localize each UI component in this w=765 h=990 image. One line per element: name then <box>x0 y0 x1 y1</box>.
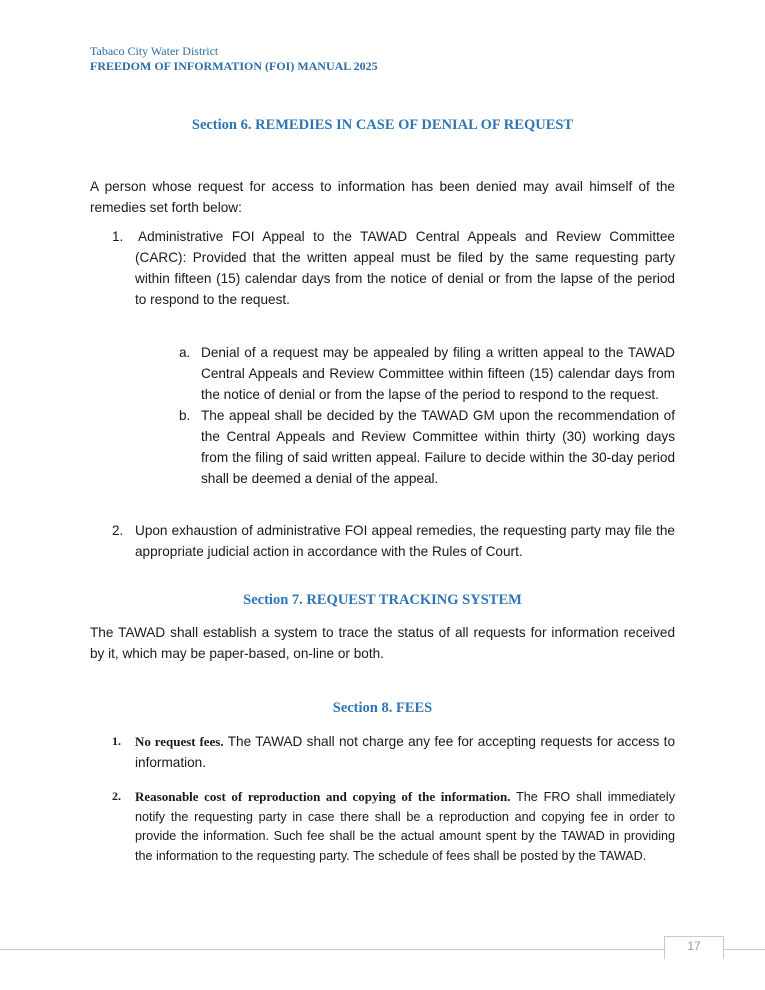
footer-rule <box>0 949 765 950</box>
running-header <box>90 44 378 74</box>
section-8-heading: Section 8. FEES <box>332 700 433 716</box>
page-number: 17 <box>687 939 701 953</box>
section-7-text: The TAWAD shall establish a system to trace the status of all requests for information received by it, which may be paper-based, on-line or both. <box>90 625 675 661</box>
fee-item-1-body <box>135 731 675 773</box>
remedy-subitem-b-text: The appeal shall be decided by the TAWAD GM upon the recommendation of the Central Appeals and Review Committee within thirty (30) working days from the filing of said written appeal. Failure to decide within the 30-day period shall be deemed a denial of the appeal. <box>201 408 675 486</box>
remedy-subitem-b <box>179 405 675 489</box>
remedy-subitem-a <box>179 342 675 405</box>
remedy-item-1-text: Administrative FOI Appeal to the TAWAD Central Appeals and Review Committee (CARC): Provided that the written appeal must be filed by the same requesting party within fifteen (15) calendar days from the notice of denial or from the lapse of the period to respond to the request. <box>135 229 675 307</box>
fee-item-2 <box>112 787 675 866</box>
list-number: 2. <box>112 523 124 538</box>
remedy-item-1 <box>112 226 675 310</box>
fee-item-1-lead: No request fees. <box>135 734 224 749</box>
header-organization: Tabaco City Water District <box>90 44 219 58</box>
list-number: 1. <box>112 734 121 748</box>
list-number: 2. <box>112 789 121 803</box>
list-number: 1. <box>112 229 124 244</box>
fee-item-2-lead: Reasonable cost of reproduction and copying of the information. <box>135 789 511 804</box>
fee-item-1 <box>112 731 675 773</box>
list-letter: b. <box>179 408 191 423</box>
list-letter: a. <box>179 345 191 360</box>
fee-item-2-body <box>135 787 675 866</box>
section-7-heading: Section 7. REQUEST TRACKING SYSTEM <box>243 592 522 608</box>
section-6-intro: A person whose request for access to information has been denied may avail himself of the remedies set forth below: <box>90 179 675 215</box>
remedy-subitem-a-text: Denial of a request may be appealed by filing a written appeal to the TAWAD Central Appeals and Review Committee within fifteen (15) calendar days from the notice of denial or from the lapse of the period to respond to the request. <box>201 345 675 402</box>
remedy-item-2 <box>112 520 675 562</box>
fee-item-1-text: The TAWAD shall not charge any fee for accepting requests for access to information. <box>135 734 675 770</box>
remedy-item-2-text: Upon exhaustion of administrative FOI appeal remedies, the requesting party may file the appropriate judicial action in accordance with the Rules of Court. <box>135 523 675 559</box>
header-manual-title: FREEDOM OF INFORMATION (FOI) MANUAL 2025 <box>90 59 378 73</box>
section-6-heading: Section 6. REMEDIES IN CASE OF DENIAL OF REQUEST <box>191 117 574 133</box>
fee-item-2-text: The FRO shall immediately notify the requesting party in case there shall be a reproduction and copying fee in order to provide the information. Such fee shall be the actual amount spent by the TAWAD in providing the information to the requesting party. The schedule of fees shall be posted by the TAWAD. <box>135 790 675 863</box>
